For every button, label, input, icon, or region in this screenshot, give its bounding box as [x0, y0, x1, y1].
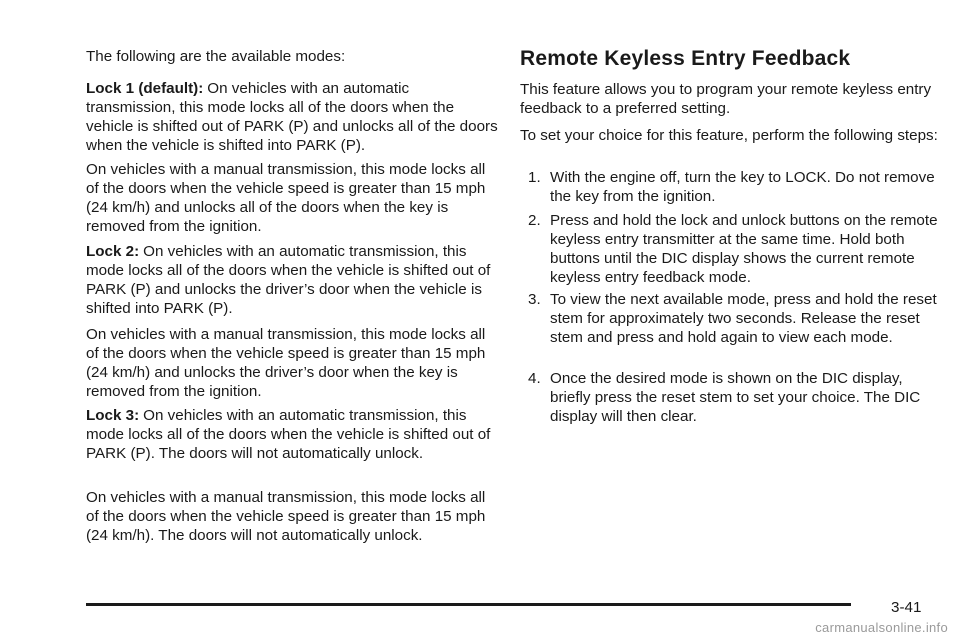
watermark-text: carmanualsonline.info	[815, 620, 948, 635]
lock2-paragraph	[86, 242, 498, 318]
lock3-text: On vehicles with an automatic transmission, this mode locks all of the doors when the vehicle is shifted out of PARK (P). The doors will not automatically unlock.	[86, 407, 491, 462]
intro-text: The following are the available modes:	[86, 48, 346, 65]
lock2-manual-paragraph: On vehicles with a manual transmission, this mode locks all of the doors when the vehicle speed is greater than 15 mph (24 km/h) and unlocks the driver’s door when the key is removed from the ignition.	[86, 326, 486, 400]
lock3-manual-paragraph: On vehicles with a manual transmission, this mode locks all of the doors when the vehicle speed is greater than 15 mph (24 km/h). The doors will not automatically unlock.	[86, 489, 486, 544]
lock3-paragraph	[86, 406, 498, 463]
lock1-paragraph	[86, 79, 498, 155]
lock2-text: On vehicles with an automatic transmission, this mode locks all of the doors when the vehicle is shifted out of PARK (P) and unlocks the driver’s door when the vehicle is shifted into PARK (P).	[86, 243, 491, 317]
page-number: 3-41	[891, 599, 922, 616]
step-text: To view the next available mode, press and hold the reset stem for approximately two seconds. Release the reset stem and press and hold again to view each mode.	[550, 291, 937, 346]
step-number: 4.	[528, 370, 541, 387]
lock1-manual-paragraph: On vehicles with a manual transmission, this mode locks all of the doors when the vehicle speed is greater than 15 mph (24 km/h) and unlocks all of the doors when the key is removed from the ignition.	[86, 161, 486, 235]
lock1-text: On vehicles with an automatic transmission, this mode locks all of the doors when the vehicle is shifted out of PARK (P) and unlocks all of the doors when the vehicle is shifted into PARK (P).	[86, 80, 498, 154]
footer-rule	[86, 603, 851, 606]
steps-intro: To set your choice for this feature, perform the following steps:	[520, 127, 938, 144]
step-number: 3.	[528, 291, 541, 308]
step-text: Press and hold the lock and unlock buttons on the remote keyless entry transmitter at the same time. Hold both buttons until the DIC display shows the current remote keyless entry feedback mode.	[550, 212, 938, 286]
step-number: 2.	[528, 212, 541, 229]
lock3-label: Lock 3:	[86, 407, 140, 424]
step-text: With the engine off, turn the key to LOCK. Do not remove the key from the ignition.	[550, 169, 935, 205]
feature-description: This feature allows you to program your remote keyless entry feedback to a preferred setting.	[520, 81, 932, 117]
lock1-label: Lock 1 (default):	[86, 80, 204, 97]
step-number: 1.	[528, 169, 541, 186]
step-text: Once the desired mode is shown on the DIC display, briefly press the reset stem to set your choice. The DIC display will then clear.	[550, 370, 921, 425]
section-heading: Remote Keyless Entry Feedback	[520, 47, 851, 70]
lock2-label: Lock 2:	[86, 243, 140, 260]
